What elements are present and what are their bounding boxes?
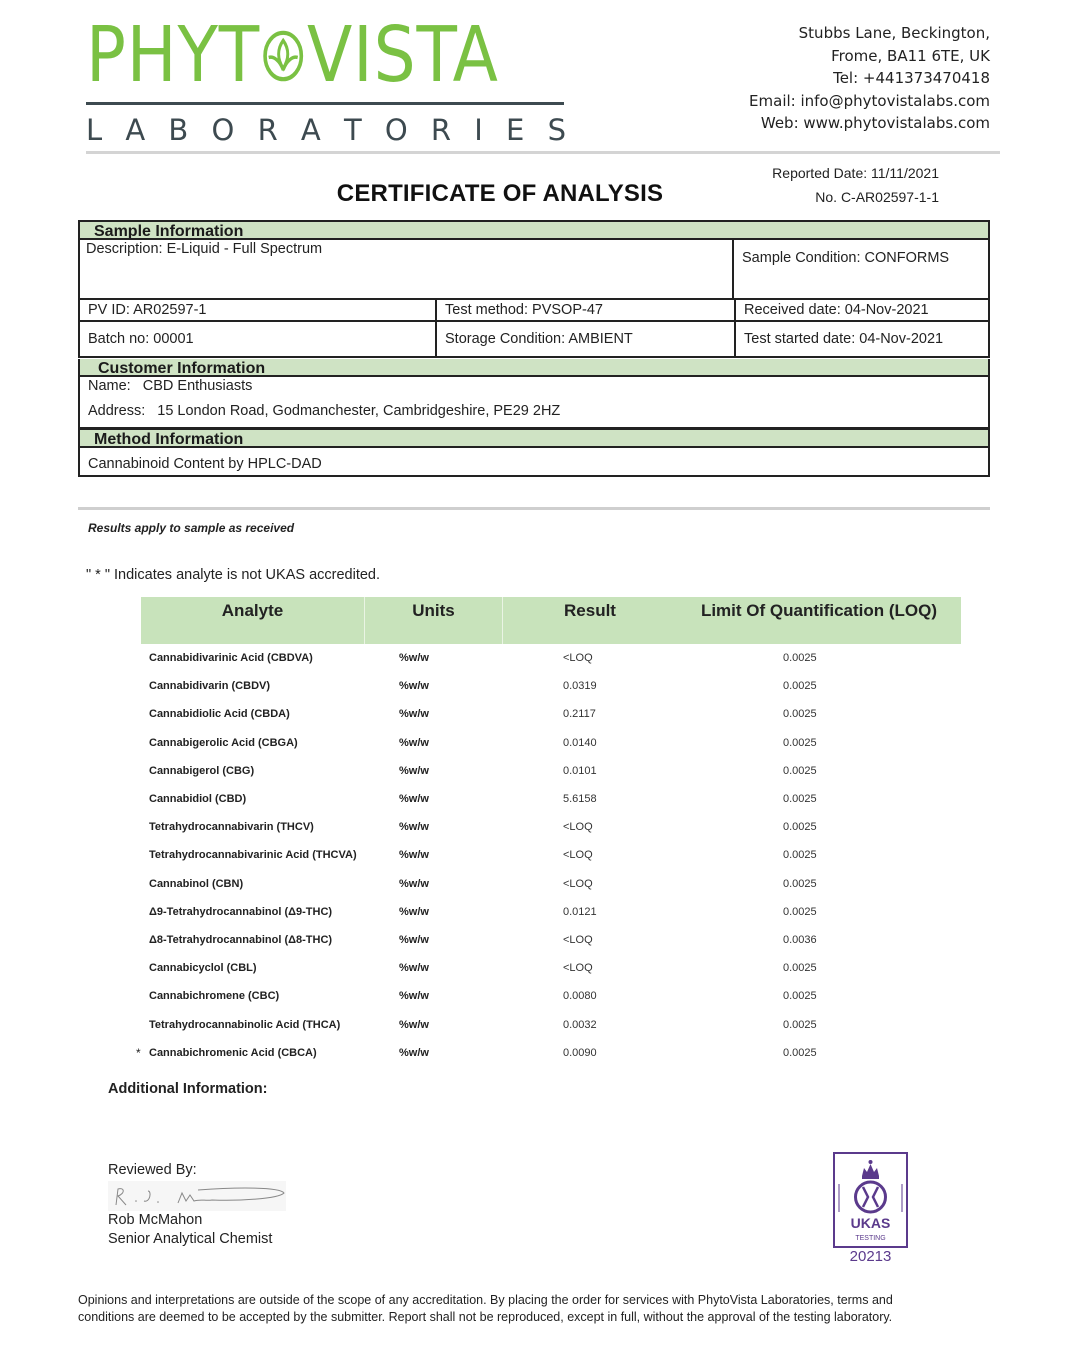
analyte-cell: Δ8-Tetrahydrocannabinol (Δ8-THC) — [149, 933, 333, 946]
leaf-circle-icon — [262, 20, 306, 92]
section-divider — [78, 507, 990, 510]
units-cell: %w/w — [399, 962, 429, 975]
analyte-cell: Cannabichromene (CBC) — [149, 990, 280, 1003]
header-divider — [86, 151, 1000, 154]
section-heading: Sample Information — [80, 222, 988, 240]
loq-cell: 0.0025 — [783, 793, 817, 806]
units-cell: %w/w — [399, 877, 429, 890]
result-cell: <LOQ — [563, 962, 593, 975]
units-cell: %w/w — [399, 652, 429, 665]
email: Email: info@phytovistalabs.com — [749, 91, 990, 110]
loq-cell: 0.0025 — [783, 849, 817, 862]
name-label: Name: — [88, 378, 131, 394]
result-cell: 0.0319 — [563, 680, 597, 693]
analyte-cell: Cannabigerol (CBG) — [149, 764, 255, 777]
logo-letter: L — [86, 113, 103, 147]
pv-id: PV ID: AR02597-1 — [80, 300, 437, 320]
test-method: Test method: PVSOP-47 — [437, 300, 736, 320]
report-number: No. C-AR02597-1-1 — [815, 189, 939, 205]
loq-cell: 0.0025 — [783, 962, 817, 975]
batch-number: Batch no: 00001 — [80, 322, 437, 356]
ukas-badge — [833, 1152, 908, 1248]
logo-letter: O — [384, 113, 408, 147]
column-header-units: Units — [365, 597, 503, 644]
result-cell: <LOQ — [563, 821, 593, 834]
table-row — [141, 898, 961, 926]
analyte-cell: Cannabidivarin (CBDV) — [149, 680, 271, 693]
description-row — [80, 240, 988, 298]
table-row — [141, 1010, 961, 1038]
results-table-header — [141, 597, 961, 644]
ukas-type-text: TESTING — [855, 1235, 886, 1242]
info-row — [80, 298, 988, 320]
analyte-cell: Tetrahydrocannabivarin (THCV) — [149, 821, 314, 834]
table-row — [136, 1039, 961, 1067]
analyte-cell: Cannabigerolic Acid (CBGA) — [149, 736, 298, 749]
table-row — [141, 954, 961, 982]
loq-cell: 0.0025 — [783, 877, 817, 890]
reported-date: Reported Date: 11/11/2021 — [772, 165, 939, 181]
not-accredited-marker: * — [136, 1045, 141, 1060]
table-row — [141, 785, 961, 813]
result-cell: 0.0032 — [563, 1018, 597, 1031]
analyte-cell: Cannabichromenic Acid (CBCA) — [149, 1046, 317, 1059]
table-row — [141, 644, 961, 672]
loq-cell: 0.0025 — [783, 652, 817, 665]
analyte-cell: Cannabicyclol (CBL) — [149, 962, 257, 975]
result-cell: <LOQ — [563, 877, 593, 890]
logo-letter: O — [211, 113, 235, 147]
method-information-section — [78, 428, 990, 477]
analyte-cell: Cannabidiolic Acid (CBDA) — [149, 708, 290, 721]
loq-cell: 0.0025 — [783, 990, 817, 1003]
loq-cell: 0.0025 — [783, 1018, 817, 1031]
results-table-body — [136, 644, 961, 1067]
table-row — [141, 672, 961, 700]
table-row — [141, 841, 961, 869]
table-row — [141, 700, 961, 728]
sample-description: Description: E-Liquid - Full Spectrum — [80, 240, 734, 298]
additional-information-label: Additional Information: — [108, 1081, 268, 1097]
units-cell: %w/w — [399, 680, 429, 693]
analyte-cell: Cannabidivarinic Acid (CBDVA) — [149, 652, 313, 665]
footer-disclaimer: Opinions and interpretations are outside of the scope of any accreditation. By placing the order for services with PhytoVista Laboratories, terms and conditions are deemed to be accepted by the submitter. Report shall not be reproduced, except in full, without the approval of the testing laboratory. — [78, 1293, 893, 1324]
result-cell: <LOQ — [563, 652, 593, 665]
reviewed-by-label: Reviewed By: — [108, 1162, 197, 1178]
logo-letter: E — [506, 113, 525, 147]
ukas-crown-icon — [835, 1154, 906, 1246]
table-row — [141, 926, 961, 954]
units-cell: %w/w — [399, 764, 429, 777]
logo-letter: T — [343, 113, 362, 147]
units-cell: %w/w — [399, 990, 429, 1003]
loq-cell: 0.0025 — [783, 680, 817, 693]
units-cell: %w/w — [399, 708, 429, 721]
units-cell: %w/w — [399, 821, 429, 834]
units-cell: %w/w — [399, 736, 429, 749]
logo-text-right: VISTA — [307, 11, 499, 100]
loq-cell: 0.0036 — [783, 933, 817, 946]
column-header-loq: Limit Of Quantification (LOQ) — [700, 601, 938, 620]
ukas-accreditation-note: " * " Indicates analyte is not UKAS accredited. — [86, 567, 381, 583]
ukas-number: 20213 — [849, 1248, 892, 1265]
info-row — [80, 320, 988, 356]
logo-divider — [86, 102, 564, 105]
units-cell: %w/w — [399, 905, 429, 918]
address-label: Address: — [88, 403, 146, 419]
logo-letter: R — [257, 113, 278, 147]
logo-letter: S — [547, 113, 566, 147]
reviewer-name: Rob McMahon — [108, 1212, 203, 1228]
analyte-cell: Cannabidiol (CBD) — [149, 793, 247, 806]
ukas-brand-text: UKAS — [850, 1215, 891, 1231]
result-cell: 0.0101 — [563, 764, 597, 777]
sample-condition: Sample Condition: CONFORMS — [742, 250, 950, 266]
received-date: Received date: 04-Nov-2021 — [744, 302, 929, 318]
results-table — [136, 597, 961, 1067]
results-note: Results apply to sample as received — [88, 521, 295, 535]
units-cell: %w/w — [399, 1046, 429, 1059]
test-started-date: Test started date: 04-Nov-2021 — [744, 331, 944, 347]
address-line1: Stubbs Lane, Beckington, — [798, 24, 990, 42]
customer-information-section — [78, 359, 990, 429]
units-cell: %w/w — [399, 1018, 429, 1031]
result-cell: <LOQ — [563, 933, 593, 946]
analyte-cell: Δ9-Tetrahydrocannabinol (Δ9-THC) — [149, 905, 333, 918]
units-cell: %w/w — [399, 933, 429, 946]
section-heading: Method Information — [80, 430, 988, 448]
analyte-cell: Tetrahydrocannabivarinic Acid (THCVA) — [149, 849, 357, 862]
website: Web: www.phytovistalabs.com — [760, 114, 990, 132]
method-description: Cannabinoid Content by HPLC-DAD — [88, 456, 322, 472]
loq-cell: 0.0025 — [783, 736, 817, 749]
reviewer-role: Senior Analytical Chemist — [108, 1231, 273, 1247]
loq-cell: 0.0025 — [783, 821, 817, 834]
loq-cell: 0.0025 — [783, 708, 817, 721]
column-header-result: Result — [564, 601, 616, 620]
signature-icon — [108, 1181, 286, 1211]
result-cell: 0.0140 — [563, 736, 597, 749]
logo-letter: R — [430, 113, 452, 147]
units-cell: %w/w — [399, 793, 429, 806]
customer-name: CBD Enthusiasts — [142, 378, 253, 394]
loq-cell: 0.0025 — [783, 905, 817, 918]
telephone: Tel: +441373470418 — [833, 69, 990, 87]
logo-letter: A — [125, 113, 146, 147]
result-cell: <LOQ — [563, 849, 593, 862]
logo-letter: I — [474, 113, 483, 147]
result-cell: 0.2117 — [563, 708, 596, 721]
section-heading: Customer Information — [80, 359, 988, 377]
customer-address: 15 London Road, Godmanchester, Cambridgeshire, PE29 2HZ — [157, 403, 561, 419]
table-row — [141, 870, 961, 898]
table-row — [141, 813, 961, 841]
company-address — [749, 22, 990, 135]
logo-wordmark — [86, 11, 499, 100]
company-logo — [86, 11, 566, 147]
table-row — [141, 982, 961, 1010]
logo-letter: B — [168, 113, 189, 147]
customer-name-row — [80, 377, 988, 401]
logo-subtitle — [86, 114, 566, 146]
result-cell: 0.0080 — [563, 990, 597, 1003]
table-row — [141, 729, 961, 757]
analyte-cell: Tetrahydrocannabinolic Acid (THCA) — [149, 1018, 341, 1031]
address-line2: Frome, BA11 6TE, UK — [831, 46, 990, 65]
result-cell: 0.0121 — [563, 905, 597, 918]
analyte-cell: Cannabinol (CBN) — [149, 877, 244, 890]
table-row — [141, 757, 961, 785]
loq-cell: 0.0025 — [783, 764, 817, 777]
column-header-analyte: Analyte — [141, 597, 365, 644]
signature-image — [108, 1181, 286, 1211]
logo-letter: A — [300, 113, 321, 147]
units-cell: %w/w — [399, 849, 429, 862]
result-cell: 5.6158 — [563, 793, 597, 806]
storage-condition: Storage Condition: AMBIENT — [437, 322, 736, 356]
page-title: CERTIFICATE OF ANALYSIS — [336, 180, 664, 207]
sample-information-section — [78, 220, 990, 358]
result-cell: 0.0090 — [563, 1046, 597, 1059]
loq-cell: 0.0025 — [783, 1046, 817, 1059]
logo-text-left: PHYT — [86, 11, 261, 100]
customer-address-row — [80, 401, 988, 421]
